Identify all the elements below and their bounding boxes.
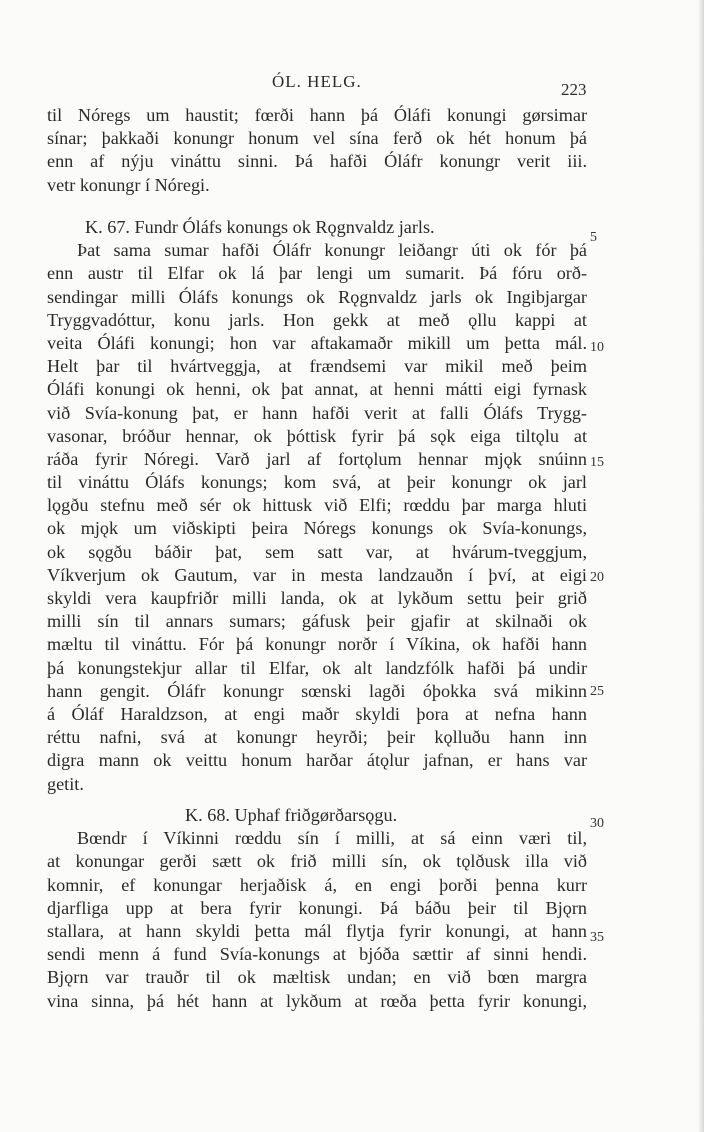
text-line: vasonar, bróður hennar, ok þóttisk fyrir þá sǫk eiga tiltǫlu at bbox=[47, 425, 587, 446]
text-line: enn af nýju vináttu sinni. Þá hafði Óláfr konungr verit iii. bbox=[47, 151, 587, 172]
text-line: milli sín til annars sumars; gáfusk þeir gjafir at skilnaði ok bbox=[47, 611, 587, 632]
chapter-67-heading: K. 67. Fundr Óláfs konungs ok Rǫgnvaldz jarls. bbox=[85, 217, 435, 237]
text-line: Tryggvadóttur, konu jarls. Hon gekk at með ǫllu kappi at bbox=[47, 309, 587, 330]
line-number-10: 10 bbox=[590, 340, 604, 355]
line-number-35: 35 bbox=[590, 930, 604, 945]
text-line: til vináttu Óláfs konungs; kom svá, at þeir konungr ok jarl bbox=[47, 472, 587, 493]
text-line: Þat sama sumar hafði Óláfr konungr leiðangr úti ok fór þá bbox=[77, 240, 587, 261]
text-line: þá konungstekjur allar til Elfar, ok alt landzfólk hafði þá undir bbox=[47, 657, 587, 678]
line-number-30: 30 bbox=[590, 816, 604, 831]
line-number-5: 5 bbox=[590, 230, 597, 245]
text-line: Bœndr í Víkinni rœddu sín í milli, at sá einn væri til, bbox=[77, 828, 587, 849]
text-line: réttu nafni, svá at konungr heyrði; þeir kǫlluðu hann inn bbox=[47, 727, 587, 748]
text-line: vetr konungr í Nóregi. bbox=[47, 174, 210, 195]
text-line: Bjǫrn var trauðr til ok mæltisk undan; en við bœn margra bbox=[47, 967, 587, 988]
text-line: Víkverjum ok Gautum, var in mesta landzauðn í því, at eigi bbox=[47, 564, 587, 585]
line-number-15: 15 bbox=[590, 455, 604, 470]
text-line: lǫgðu stefnu með sér ok hittusk við Elfi; rœddu þar marga hluti bbox=[47, 495, 587, 516]
text-line: ok sǫgðu báðir þat, sem satt var, at hvárum-tveggjum, bbox=[47, 541, 587, 562]
chapter-67 bbox=[47, 216, 587, 796]
text-line: ráða fyrir Nóregi. Varð jarl af fortǫlum hennar mjǫk snúinn bbox=[47, 448, 587, 469]
text-line: til Nóregs um haustit; fœrði hann þá Óláfi konungi gørsimar bbox=[47, 105, 587, 125]
text-line: við Svía-konung þat, er hann hafði verit at falli Óláfs Trygg- bbox=[47, 402, 587, 423]
page-edge-shadow bbox=[698, 0, 704, 1132]
line-number-20: 20 bbox=[590, 570, 604, 585]
text-line: komnir, ef konungar herjaðisk á, en engi þorði þenna kurr bbox=[47, 874, 587, 895]
running-head: ÓL. HELG. bbox=[272, 72, 362, 91]
text-line: at konungar gerði sætt ok frið milli sín, ok tǫlðusk illa við bbox=[47, 851, 587, 872]
text-line: veita Óláfi konungi; hon var aftakamaðr mikill um þetta mál. bbox=[47, 332, 587, 353]
text-line: enn austr til Elfar ok lá þar lengi um sumarit. Þá fóru orð- bbox=[47, 263, 587, 284]
text-line: sendi menn á fund Svía-konungs at bjóða sættir af sinni hendi. bbox=[47, 944, 587, 965]
text-line: getit. bbox=[47, 773, 84, 794]
page-header bbox=[0, 70, 704, 99]
text-line: hann gengit. Óláfr konungr sœnski lagði óþokka svá mikinn bbox=[47, 680, 587, 701]
continuation-paragraph bbox=[47, 104, 587, 197]
text-line: skyldi vera kaupfriðr milli landa, ok at lykðum settu þeir grið bbox=[47, 588, 587, 608]
text-line: Óláfi konungi ok henni, ok þat annat, at henni mátti eigi fyrnask bbox=[47, 379, 587, 400]
text-line: ok mjǫk um viðskipti þeira Nóregs konungs ok Svía-konungs, bbox=[47, 518, 587, 539]
text-line: sínar; þakkaði konungr honum vel sína ferð ok hét honum þá bbox=[47, 128, 587, 149]
text-line: stallara, at hann skyldi þetta mál flytja fyrir konungi, at hann bbox=[47, 920, 587, 941]
text-line: mæltu til vináttu. Fór þá konungr norðr í Víkina, ok hafði hann bbox=[47, 634, 587, 655]
text-line: sendingar milli Óláfs konungs ok Rǫgnvaldz jarls ok Ingibjargar bbox=[47, 286, 587, 307]
text-line: á Óláf Haraldzson, at engi maðr skyldi þora at nefna hann bbox=[47, 703, 587, 724]
chapter-68-heading: K. 68. Uphaf friðgørðarsǫgu. bbox=[185, 805, 398, 825]
text-line: vina sinna, þá hét hann at lykðum at rœða þetta fyrir konungi, bbox=[47, 990, 587, 1011]
text-line: digra mann ok veittu honum harðar átǫlur jafnan, er hans var bbox=[47, 750, 587, 771]
page-number: 223 bbox=[561, 80, 587, 99]
text-line: Helt þar til hvártveggja, at frændsemi var mikil með þeim bbox=[47, 356, 587, 377]
text-line: djarfliga upp at bera fyrir konungi. Þá báðu þeir til Bjǫrn bbox=[47, 897, 587, 918]
line-number-25: 25 bbox=[590, 684, 604, 699]
chapter-68 bbox=[47, 804, 587, 1013]
